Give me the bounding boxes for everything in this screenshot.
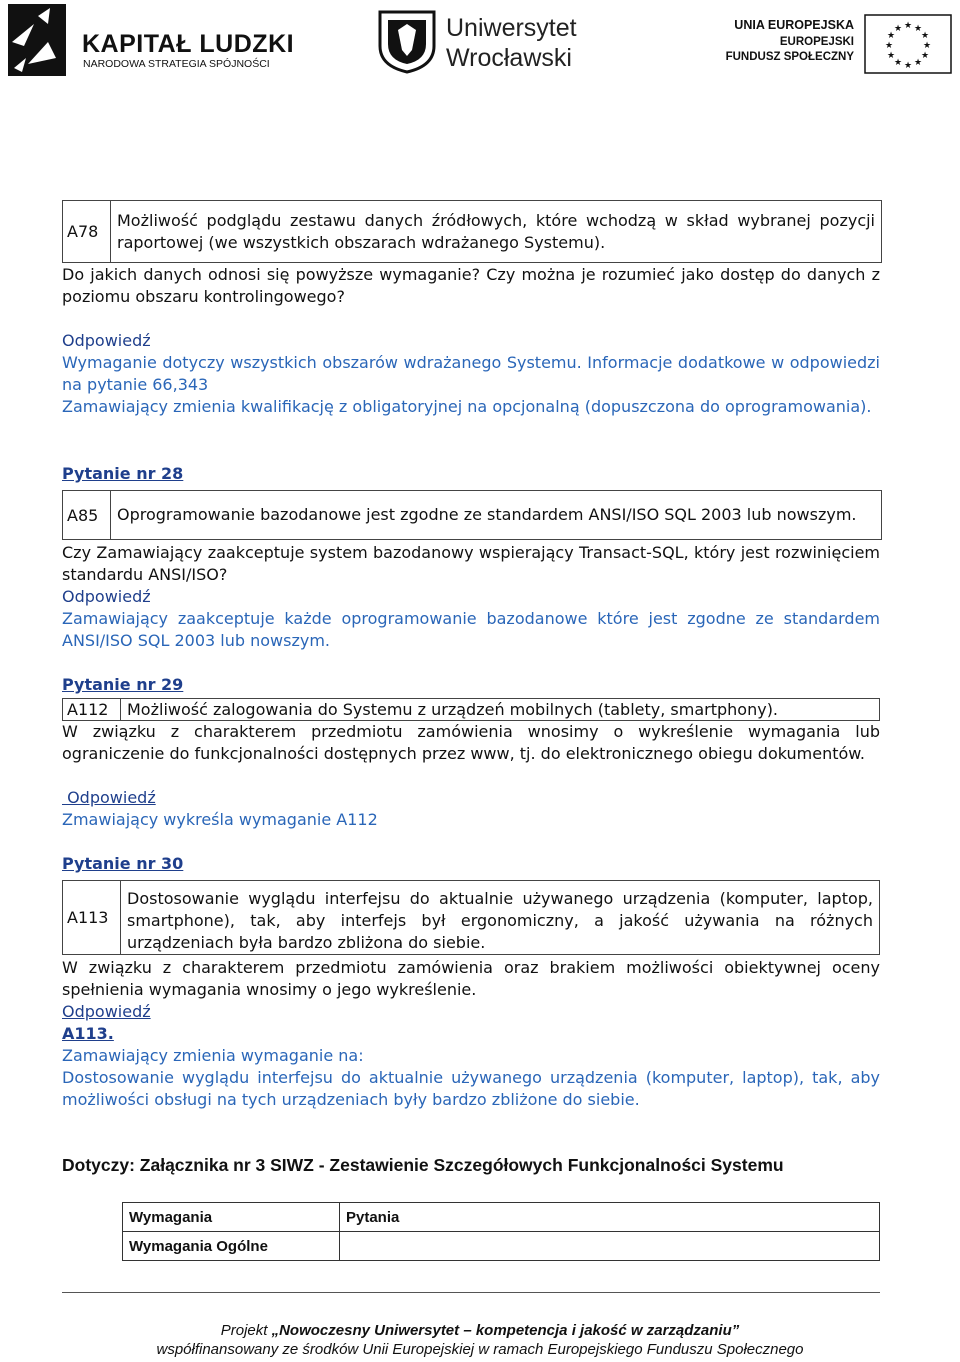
university-name-line1: Uniwersytet xyxy=(446,14,577,42)
university-name-line2: Wrocławski xyxy=(446,44,572,72)
answer-text: Zmawiający wykreśla wymaganie A112 xyxy=(62,810,378,829)
footer-project-line xyxy=(0,1322,960,1339)
answer-text: Wymaganie dotyczy wszystkich obszarów wdrażanego Systemu. Informacje dodatkowe w odpowiedzi na pytanie 66,343 xyxy=(62,353,880,394)
question-heading-29: Pytanie nr 29 xyxy=(62,675,184,694)
requirement-text: Oprogramowanie bazodanowe jest zgodne ze standardem ANSI/ISO SQL 2003 lub nowszym. xyxy=(117,505,857,524)
question-text: W związku z charakterem przedmiotu zamówienia wnosimy o wykreślenie wymagania lub ograniczenie do funkcjonalności dostępnych przez www, tj. do elektronicznego obiegu dokumentów. xyxy=(62,722,880,763)
university-logo xyxy=(376,8,616,74)
question-text: Czy Zamawiający zaakceptuje system bazodanowy wspierający Transact-SQL, który jest rozwinięciem standardu ANSI/ISO? xyxy=(62,543,880,584)
requirements-table xyxy=(122,1202,880,1261)
table-cell: Wymagania Ogólne xyxy=(123,1232,340,1261)
answer-label: Odpowiedź xyxy=(62,587,151,606)
svg-text:★: ★ xyxy=(886,31,896,41)
kapital-ludzki-logo xyxy=(4,2,295,80)
requirement-box-a78 xyxy=(62,200,882,263)
svg-text:★: ★ xyxy=(903,21,913,31)
question-text: Do jakich danych odnosi się powyższe wymaganie? Czy można je rozumieć jako dostęp do danych z poziomu obszaru kontrolingowego? xyxy=(62,265,880,306)
svg-text:★: ★ xyxy=(922,41,932,51)
answer-label: Odpowiedź xyxy=(62,331,151,350)
footer-project-prefix: Projekt xyxy=(220,1322,272,1339)
svg-text:★: ★ xyxy=(913,24,923,34)
answer-text: Dostosowanie wyglądu interfejsu do aktualnie używanego urządzenia (komputer, laptop), tak, aby możliwości obsługi na tych urządzeniach były bardzo zbliżone do siebie. xyxy=(62,1068,880,1109)
svg-text:★: ★ xyxy=(886,51,896,61)
question-heading-30: Pytanie nr 30 xyxy=(62,854,184,873)
eu-line2: EUROPEJSKI xyxy=(779,36,854,48)
requirement-text: Możliwość zalogowania do Systemu z urządzeń mobilnych (tablety, smartphony). xyxy=(127,699,779,719)
table-header-cell: Pytania xyxy=(340,1203,880,1232)
requirement-box-a113 xyxy=(62,880,880,955)
requirement-text: Możliwość podglądu zestawu danych źródłowych, które wchodzą w skład wybranej pozycji raportowej (we wszystkich obszarach wdrażanego Systemu). xyxy=(117,210,875,252)
svg-text:★: ★ xyxy=(913,58,923,68)
answer-label: Odpowiedź xyxy=(62,1002,151,1021)
answer-text-2: Zamawiający zmienia kwalifikację z obligatoryjnej na opcjonalną (dopuszczona do oprogramowania). xyxy=(62,397,872,416)
kapital-ludzki-emblem-icon xyxy=(4,2,84,80)
svg-text:★: ★ xyxy=(893,58,903,68)
section-heading: Dotyczy: Załącznika nr 3 SIWZ - Zestawienie Szczegółowych Funkcjonalności Systemu xyxy=(62,1155,784,1175)
requirement-text: Dostosowanie wyglądu interfejsu do aktualnie używanego urządzenia (komputer, laptop, smartphone), tak, aby interfejs był ergonomiczny, a jakość używania na różnych urządzeniach była bardzo zbliżona do siebie. xyxy=(127,889,873,952)
table-header-cell: Wymagania xyxy=(123,1203,340,1232)
eu-logo xyxy=(720,14,956,76)
svg-text:★: ★ xyxy=(893,24,903,34)
university-crest-icon xyxy=(376,8,438,74)
svg-text:★: ★ xyxy=(884,41,894,51)
footer-project-name: „Nowoczesny Uniwersytet – kompetencja i jakość w zarządzaniu” xyxy=(271,1322,740,1339)
table-row xyxy=(123,1203,880,1232)
requirement-code: A112 xyxy=(63,699,121,720)
question-heading-28: Pytanie nr 28 xyxy=(62,464,184,483)
requirement-code: A113 xyxy=(63,881,121,954)
answer-label: Odpowiedź xyxy=(62,788,156,807)
requirement-code: A78 xyxy=(63,201,111,262)
requirement-box-a85 xyxy=(62,490,882,540)
answer-text: Zamawiający zaakceptuje każde oprogramowanie bazodanowe które jest zgodne ze standardem ANSI/ISO SQL 2003 lub nowszym. xyxy=(62,609,880,650)
svg-text:★: ★ xyxy=(920,51,930,61)
answer-intro: Zamawiający zmienia wymaganie na: xyxy=(62,1046,364,1065)
kapital-ludzki-title: KAPITAŁ LUDZKI xyxy=(82,30,295,58)
svg-text:★: ★ xyxy=(920,31,930,41)
svg-text:★: ★ xyxy=(903,61,913,71)
eu-line1: UNIA EUROPEJSKA xyxy=(734,18,854,32)
requirement-code: A85 xyxy=(63,491,111,539)
eu-line3: FUNDUSZ SPOŁECZNY xyxy=(725,51,854,63)
eu-flag-icon xyxy=(864,14,954,74)
answer-code: A113. xyxy=(62,1024,114,1043)
footer-divider xyxy=(62,1292,880,1293)
table-cell xyxy=(340,1232,880,1261)
question-text: W związku z charakterem przedmiotu zamówienia oraz brakiem możliwości obiektywnej oceny spełnienia wymagania wnosimy o jego wykreślenie. xyxy=(62,958,880,999)
footer-funding-line: współfinansowany ze środków Unii Europejskiej w ramach Europejskiego Funduszu Społecznego xyxy=(156,1341,804,1358)
kapital-ludzki-subtitle: NARODOWA STRATEGIA SPÓJNOŚCI xyxy=(83,58,270,70)
requirement-box-a112 xyxy=(62,698,880,721)
table-row xyxy=(123,1232,880,1261)
